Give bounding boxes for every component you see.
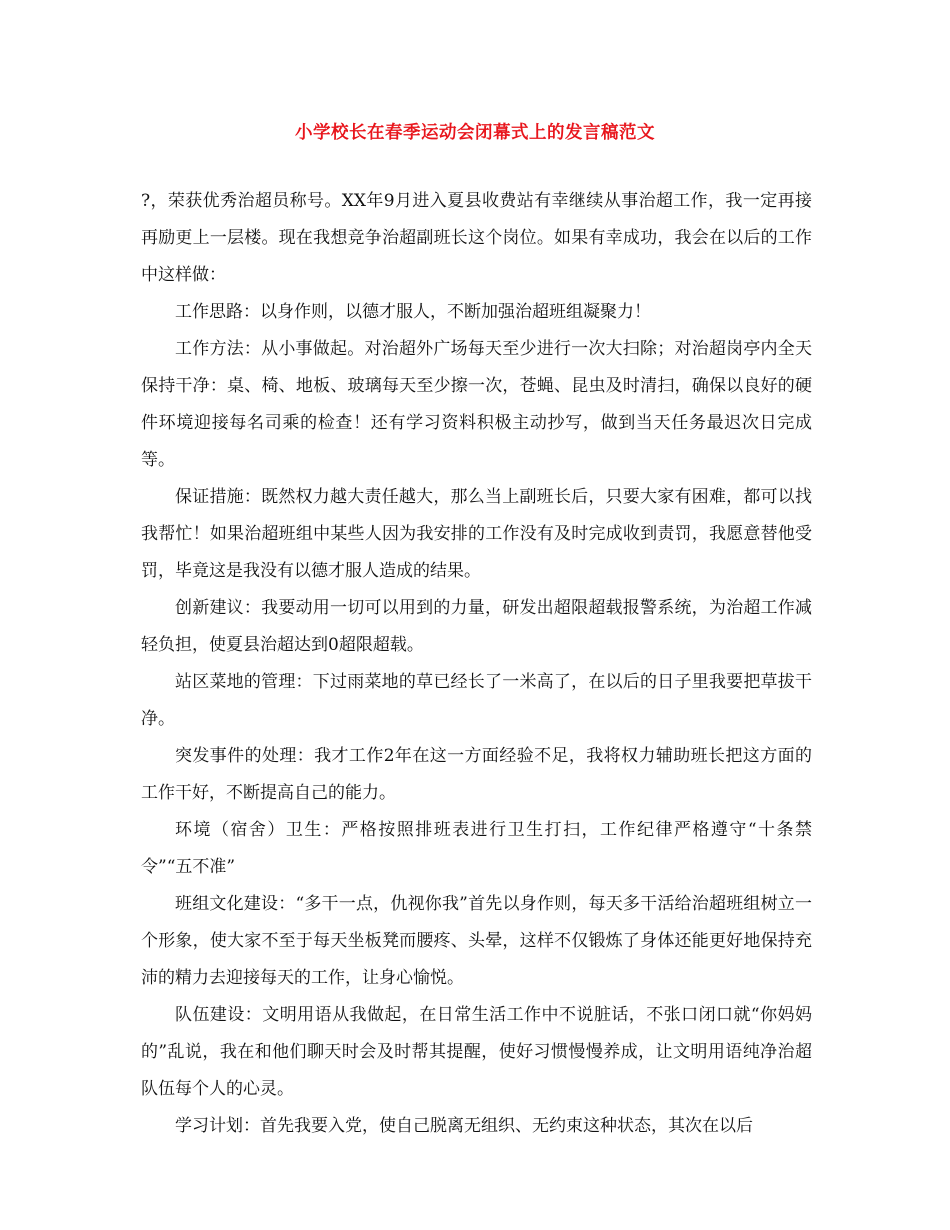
paragraph: 队伍建设：文明用语从我做起，在日常生活工作中不说脏话，不张口闭口就“你妈妈的”乱说，我在和他们聊天时会及时帮其提醒，使好习惯慢慢养成，让文明用语纯净治超队伍每个人的心灵。 bbox=[141, 1005, 812, 1099]
document-title: 小学校长在春季运动会闭幕式上的发言稿范文 bbox=[295, 123, 655, 143]
document-body bbox=[141, 183, 812, 1145]
paragraph: 学习计划：首先我要入党，使自己脱离无组织、无约束这种状态，其次在以后 bbox=[175, 1116, 753, 1136]
paragraph: 班组文化建设：“多干一点，仇视你我”首先以身作则，每天多干活给治超班组树立一个形象，使大家不至于每天坐板凳而腰疼、头晕，这样不仅锻炼了身体还能更好地保持充沛的精力去迎接每天的工作，让身心愉悦。 bbox=[141, 894, 812, 988]
paragraph: ?，荣获优秀治超员称号。XX年9月进入夏县收费站有幸继续从事治超工作，我一定再接再励更上一层楼。现在我想竞争治超副班长这个岗位。如果有幸成功，我会在以后的工作中这样做： bbox=[141, 191, 812, 285]
paragraph: 站区菜地的管理：下过雨菜地的草已经长了一米高了，在以后的日子里我要把草拔干净。 bbox=[141, 672, 812, 729]
paragraph: 保证措施：既然权力越大责任越大，那么当上副班长后，只要大家有困难，都可以找我帮忙！如果治超班组中某些人因为我安排的工作没有及时完成收到责罚，我愿意替他受罚，毕竟这是我没有以德才服人造成的结果。 bbox=[141, 487, 812, 581]
paragraph: 环境（宿舍）卫生：严格按照排班表进行卫生打扫，工作纪律严格遵守“十条禁令”“五不准” bbox=[141, 820, 812, 877]
paragraph: 创新建议：我要动用一切可以用到的力量，研发出超限超载报警系统，为治超工作减轻负担，使夏县治超达到0超限超载。 bbox=[141, 598, 812, 655]
paragraph: 工作方法：从小事做起。对治超外广场每天至少进行一次大扫除；对治超岗亭内全天保持干净：桌、椅、地板、玻璃每天至少擦一次，苍蝇、昆虫及时清扫，确保以良好的硬件环境迎接每名司乘的检查！还有学习资料积极主动抄写，做到当天任务最迟次日完成等。 bbox=[141, 339, 812, 470]
paragraph: 工作思路：以身作则，以德才服人，不断加强治超班组凝聚力！ bbox=[175, 302, 651, 322]
paragraph: 突发事件的处理：我才工作2年在这一方面经验不足，我将权力辅助班长把这方面的工作干好，不断提高自己的能力。 bbox=[141, 746, 812, 803]
